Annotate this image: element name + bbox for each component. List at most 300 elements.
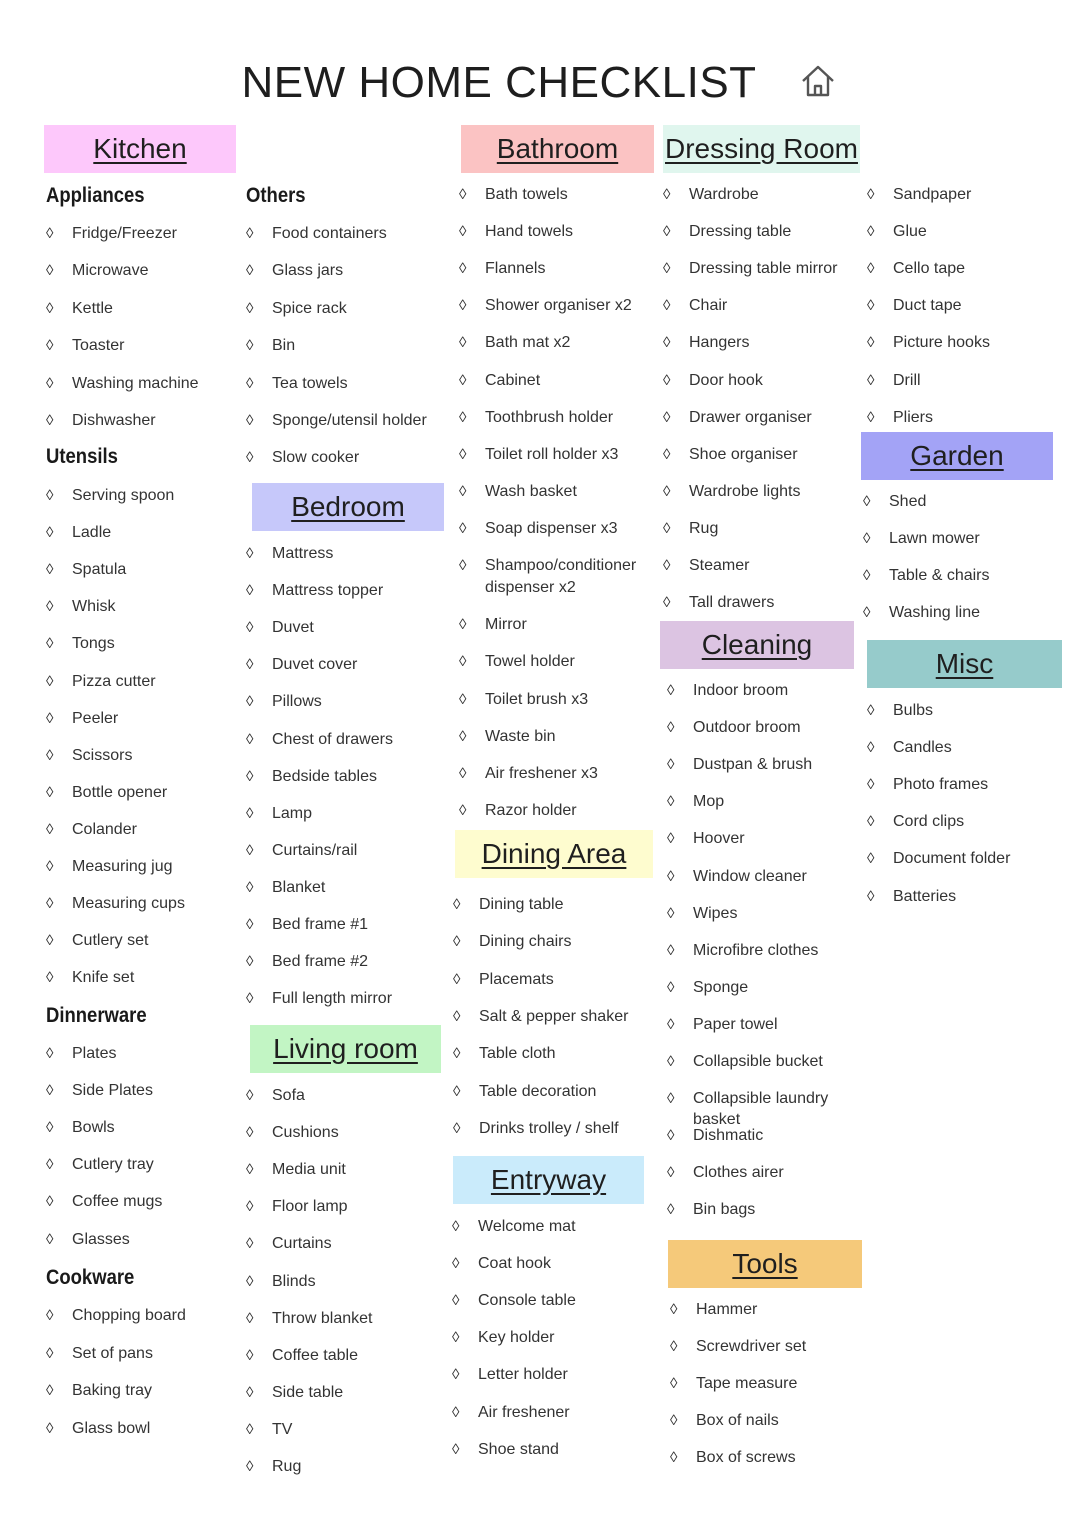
diamond-bullet-icon: ◊ <box>663 297 671 315</box>
list-item <box>246 410 451 431</box>
list-item-label: Measuring cups <box>72 895 185 913</box>
list-item <box>246 914 451 935</box>
list-item <box>452 1216 652 1237</box>
list-item <box>670 1410 865 1431</box>
diamond-bullet-icon: ◊ <box>246 878 254 896</box>
subhead-others: Others <box>246 184 306 207</box>
diamond-bullet-icon: ◊ <box>459 482 467 500</box>
list-item-label: Bin bags <box>693 1201 756 1219</box>
diamond-bullet-icon: ◊ <box>663 482 671 500</box>
list-item <box>46 1380 241 1401</box>
diamond-bullet-icon: ◊ <box>459 223 467 241</box>
section-header-cleaning: Cleaning <box>660 621 854 669</box>
list-item <box>246 988 451 1009</box>
diamond-bullet-icon: ◊ <box>663 557 671 574</box>
section-header-garden: Garden <box>861 432 1053 480</box>
list-item <box>663 370 858 391</box>
diamond-bullet-icon: ◊ <box>863 567 871 585</box>
section-header-tools: Tools <box>668 1240 862 1288</box>
diamond-bullet-icon: ◊ <box>46 487 54 504</box>
diamond-bullet-icon: ◊ <box>663 334 671 352</box>
list-item-label: Picture hooks <box>893 334 990 352</box>
list-item <box>453 1118 653 1139</box>
diamond-bullet-icon: ◊ <box>246 730 254 748</box>
diamond-bullet-icon: ◊ <box>459 408 467 426</box>
list-item <box>246 803 451 824</box>
list-item-label: Batteries <box>893 887 957 905</box>
list-item <box>663 258 858 279</box>
diamond-bullet-icon: ◊ <box>667 756 675 774</box>
diamond-bullet-icon: ◊ <box>453 1045 461 1063</box>
diamond-bullet-icon: ◊ <box>452 1403 460 1421</box>
list-item-label: Fridge/Freezer <box>72 225 177 242</box>
list-item <box>246 1122 451 1143</box>
list-item <box>246 373 451 394</box>
list-item <box>452 1402 652 1423</box>
list-item-label: Knife set <box>72 969 135 987</box>
diamond-bullet-icon: ◊ <box>246 767 254 785</box>
list-item <box>246 543 451 564</box>
list-item-label: Media unit <box>272 1161 346 1179</box>
diamond-bullet-icon: ◊ <box>246 841 254 859</box>
diamond-bullet-icon: ◊ <box>46 1045 54 1062</box>
list-item-label: Rug <box>272 1458 302 1475</box>
list-item-label: Dishmatic <box>693 1127 764 1145</box>
list-item <box>452 1439 652 1460</box>
list-item <box>663 518 858 539</box>
list-item-label: Placemats <box>479 970 554 988</box>
list-item <box>246 1419 451 1440</box>
list-item-label: Sofa <box>272 1087 305 1104</box>
list-item-label: Door hook <box>689 371 763 389</box>
list-item-label: Shampoo/conditioner dispenser x2 <box>485 557 637 596</box>
list-item-label: Colander <box>72 820 137 838</box>
diamond-bullet-icon: ◊ <box>246 1383 254 1401</box>
list-item-label: Welcome mat <box>478 1218 576 1235</box>
list-item-label: Drawer organiser <box>689 408 812 426</box>
section-header-dining-area: Dining Area <box>455 830 653 878</box>
diamond-bullet-icon: ◊ <box>867 186 875 203</box>
diamond-bullet-icon: ◊ <box>46 598 54 616</box>
list-item-label: Toilet brush x3 <box>485 690 589 708</box>
list-item <box>863 491 1058 512</box>
list-item-label: Hammer <box>696 1301 758 1318</box>
list-item <box>670 1299 865 1320</box>
diamond-bullet-icon: ◊ <box>667 867 675 885</box>
list-item <box>246 1456 451 1477</box>
diamond-bullet-icon: ◊ <box>459 260 467 278</box>
list-item-label: Bulbs <box>893 702 934 719</box>
diamond-bullet-icon: ◊ <box>246 412 254 429</box>
list-item <box>46 596 241 617</box>
list-item-label: Bath towels <box>485 186 568 203</box>
diamond-bullet-icon: ◊ <box>46 1082 54 1100</box>
list-item-label: Chair <box>689 297 728 315</box>
section-header-entryway: Entryway <box>453 1156 644 1204</box>
diamond-bullet-icon: ◊ <box>246 299 254 317</box>
diamond-bullet-icon: ◊ <box>246 916 254 933</box>
diamond-bullet-icon: ◊ <box>863 604 871 622</box>
list-item-label: Mirror <box>485 616 527 634</box>
list-item <box>459 295 654 316</box>
list-item-label: Screwdriver set <box>696 1338 807 1356</box>
list-item-label: Outdoor broom <box>693 719 801 737</box>
list-item-label: Coffee table <box>272 1346 358 1364</box>
subhead-dinnerware: Dinnerware <box>46 1004 147 1027</box>
diamond-bullet-icon: ◊ <box>46 820 54 838</box>
diamond-bullet-icon: ◊ <box>46 374 54 392</box>
list-item <box>670 1373 865 1394</box>
list-item <box>867 700 1062 721</box>
diamond-bullet-icon: ◊ <box>667 978 675 996</box>
diamond-bullet-icon: ◊ <box>46 561 54 579</box>
list-item-label: Blanket <box>272 878 326 896</box>
diamond-bullet-icon: ◊ <box>246 1235 254 1253</box>
list-item <box>46 708 241 729</box>
list-item-label: Wash basket <box>485 482 577 500</box>
list-item-label: Hangers <box>689 334 750 352</box>
diamond-bullet-icon: ◊ <box>667 793 675 811</box>
list-item <box>867 221 1062 242</box>
list-item-label: Cord clips <box>893 813 965 831</box>
list-item-label: Microwave <box>72 262 149 280</box>
diamond-bullet-icon: ◊ <box>667 830 675 848</box>
diamond-bullet-icon: ◊ <box>459 519 467 537</box>
list-item-label: Coat hook <box>478 1255 551 1273</box>
diamond-bullet-icon: ◊ <box>867 223 875 241</box>
list-item-label: Shoe stand <box>478 1440 559 1458</box>
list-item-label: Glass jars <box>272 262 344 280</box>
list-item <box>246 951 451 972</box>
list-item <box>246 1345 451 1366</box>
list-item <box>667 717 877 738</box>
list-item-label: Box of screws <box>696 1449 796 1467</box>
diamond-bullet-icon: ◊ <box>246 449 254 467</box>
list-item <box>863 565 1058 586</box>
list-item-label: Console table <box>478 1292 576 1310</box>
diamond-bullet-icon: ◊ <box>663 445 671 463</box>
diamond-bullet-icon: ◊ <box>867 887 875 905</box>
diamond-bullet-icon: ◊ <box>452 1255 460 1273</box>
diamond-bullet-icon: ◊ <box>459 186 467 203</box>
subhead-cookware: Cookware <box>46 1266 135 1289</box>
list-item-label: Lawn mower <box>889 530 980 548</box>
list-item-label: Razor holder <box>485 801 577 819</box>
list-item-label: Hoover <box>693 830 745 848</box>
diamond-bullet-icon: ◊ <box>670 1338 678 1356</box>
list-item <box>246 1271 451 1292</box>
list-item <box>867 886 1062 907</box>
list-item-label: Rug <box>689 519 719 537</box>
diamond-bullet-icon: ◊ <box>867 371 875 389</box>
list-item-label: Letter holder <box>478 1366 568 1384</box>
list-item-label: Pillows <box>272 693 322 711</box>
list-item-label: Serving spoon <box>72 487 175 504</box>
list-item-label: Bowls <box>72 1119 115 1137</box>
list-item <box>459 518 654 539</box>
list-item-label: Document folder <box>893 850 1011 868</box>
list-item <box>46 559 241 580</box>
diamond-bullet-icon: ◊ <box>246 1087 254 1104</box>
list-item-label: Chest of drawers <box>272 730 393 748</box>
list-item-label: Collapsible bucket <box>693 1053 823 1070</box>
list-item <box>46 819 241 840</box>
diamond-bullet-icon: ◊ <box>667 1201 675 1219</box>
diamond-bullet-icon: ◊ <box>453 933 461 951</box>
list-item <box>667 977 877 998</box>
list-item <box>663 481 858 502</box>
diamond-bullet-icon: ◊ <box>46 1419 54 1437</box>
diamond-bullet-icon: ◊ <box>867 334 875 352</box>
list-item-label: Washing machine <box>72 374 199 392</box>
diamond-bullet-icon: ◊ <box>452 1218 460 1235</box>
diamond-bullet-icon: ◊ <box>246 1124 254 1142</box>
list-item <box>867 407 1062 428</box>
diamond-bullet-icon: ◊ <box>670 1301 678 1318</box>
list-item-label: Window cleaner <box>693 867 807 885</box>
list-item-label: Wardrobe lights <box>689 482 801 500</box>
list-item <box>459 370 654 391</box>
list-item <box>667 1125 877 1146</box>
list-item-label: Lamp <box>272 804 313 822</box>
list-item <box>667 1051 877 1072</box>
list-item <box>46 1418 241 1439</box>
list-item <box>46 298 241 319</box>
diamond-bullet-icon: ◊ <box>246 1346 254 1364</box>
diamond-bullet-icon: ◊ <box>663 519 671 537</box>
list-item-label: Towel holder <box>485 653 575 671</box>
list-item <box>246 1233 451 1254</box>
list-item-label: Pliers <box>893 408 934 426</box>
list-item-label: Table decoration <box>479 1082 597 1100</box>
list-item-label: Tongs <box>72 635 115 653</box>
list-item <box>246 1196 451 1217</box>
list-item-label: Dishwasher <box>72 412 156 429</box>
list-item <box>453 969 653 990</box>
diamond-bullet-icon: ◊ <box>46 635 54 653</box>
diamond-bullet-icon: ◊ <box>246 990 254 1008</box>
diamond-bullet-icon: ◊ <box>453 1119 461 1137</box>
list-item <box>46 1154 241 1175</box>
diamond-bullet-icon: ◊ <box>46 1307 54 1324</box>
list-item-label: Flannels <box>485 260 546 278</box>
diamond-bullet-icon: ◊ <box>863 530 871 548</box>
list-item <box>46 856 241 877</box>
subhead-utensils: Utensils <box>46 445 118 468</box>
list-item-label: Box of nails <box>696 1412 779 1430</box>
diamond-bullet-icon: ◊ <box>867 739 875 757</box>
list-item-label: Toaster <box>72 337 125 355</box>
diamond-bullet-icon: ◊ <box>246 1272 254 1290</box>
list-item <box>453 1006 653 1027</box>
list-item <box>453 1043 653 1064</box>
list-item-label: Drill <box>893 371 921 389</box>
list-item <box>867 737 1062 758</box>
list-item <box>867 811 1062 832</box>
list-item-label: Air freshener x3 <box>485 764 598 782</box>
list-item-label: Curtains <box>272 1235 332 1253</box>
list-item <box>246 617 451 638</box>
list-item <box>246 877 451 898</box>
list-item <box>667 1088 877 1130</box>
diamond-bullet-icon: ◊ <box>246 374 254 392</box>
diamond-bullet-icon: ◊ <box>670 1449 678 1467</box>
list-item <box>452 1290 652 1311</box>
diamond-bullet-icon: ◊ <box>46 299 54 317</box>
list-item <box>867 370 1062 391</box>
list-item <box>246 691 451 712</box>
diamond-bullet-icon: ◊ <box>246 337 254 355</box>
list-item-label: Key holder <box>478 1329 555 1347</box>
diamond-bullet-icon: ◊ <box>667 1127 675 1145</box>
list-item <box>246 1308 451 1329</box>
list-item-label: Dining chairs <box>479 933 572 951</box>
list-item <box>246 1159 451 1180</box>
list-item-label: Full length mirror <box>272 990 393 1008</box>
list-item <box>867 774 1062 795</box>
list-item <box>246 1382 451 1403</box>
list-item <box>663 444 858 465</box>
diamond-bullet-icon: ◊ <box>667 1164 675 1182</box>
diamond-bullet-icon: ◊ <box>453 970 461 988</box>
list-item <box>452 1364 652 1385</box>
list-item-label: Bin <box>272 337 296 355</box>
list-item-label: Tape measure <box>696 1375 798 1393</box>
list-item-label: Coffee mugs <box>72 1193 163 1211</box>
list-item <box>459 726 654 747</box>
diamond-bullet-icon: ◊ <box>663 260 671 278</box>
diamond-bullet-icon: ◊ <box>667 941 675 959</box>
list-item <box>246 447 451 468</box>
list-item <box>452 1253 652 1274</box>
section-header-dressing-room: Dressing Room <box>663 125 860 173</box>
diamond-bullet-icon: ◊ <box>867 297 875 315</box>
list-item-label: Glue <box>893 223 927 241</box>
list-item-label: Toothbrush holder <box>485 408 614 426</box>
list-item-label: Table & chairs <box>889 567 990 585</box>
list-item <box>667 1014 877 1035</box>
list-item <box>46 1080 241 1101</box>
diamond-bullet-icon: ◊ <box>667 1053 675 1070</box>
list-item-label: Dustpan & brush <box>693 756 813 774</box>
list-item <box>459 407 654 428</box>
list-item <box>46 1305 241 1326</box>
section-header-misc: Misc <box>867 640 1062 688</box>
list-item <box>459 651 654 672</box>
list-item-label: Mattress topper <box>272 582 384 600</box>
list-item <box>46 373 241 394</box>
list-item <box>246 335 451 356</box>
diamond-bullet-icon: ◊ <box>459 616 467 634</box>
diamond-bullet-icon: ◊ <box>46 225 54 242</box>
list-item-label: Bed frame #2 <box>272 953 369 971</box>
list-item-label: Collapsible laundry basket <box>693 1090 829 1129</box>
list-item-label: Chopping board <box>72 1307 186 1324</box>
diamond-bullet-icon: ◊ <box>46 337 54 355</box>
list-item <box>667 791 877 812</box>
diamond-bullet-icon: ◊ <box>459 727 467 745</box>
diamond-bullet-icon: ◊ <box>246 1309 254 1327</box>
list-item <box>667 866 877 887</box>
list-item-label: Shed <box>889 493 927 510</box>
list-item-label: Cello tape <box>893 260 966 278</box>
list-item <box>663 407 858 428</box>
diamond-bullet-icon: ◊ <box>667 682 675 699</box>
list-item-label: Slow cooker <box>272 449 360 467</box>
list-item-label: Dressing table mirror <box>689 260 838 278</box>
diamond-bullet-icon: ◊ <box>867 850 875 868</box>
list-item <box>46 410 241 431</box>
diamond-bullet-icon: ◊ <box>452 1440 460 1458</box>
list-item-label: Duvet cover <box>272 656 358 674</box>
diamond-bullet-icon: ◊ <box>46 858 54 875</box>
list-item-label: Washing line <box>889 604 981 622</box>
list-item <box>670 1447 865 1468</box>
diamond-bullet-icon: ◊ <box>663 186 671 203</box>
list-item <box>246 654 451 675</box>
list-item <box>663 332 858 353</box>
list-item <box>459 332 654 353</box>
diamond-bullet-icon: ◊ <box>452 1366 460 1384</box>
list-item <box>459 800 654 821</box>
list-item <box>46 967 241 988</box>
list-item <box>453 894 653 915</box>
list-item <box>459 481 654 502</box>
list-item <box>452 1327 652 1348</box>
diamond-bullet-icon: ◊ <box>867 813 875 831</box>
list-item <box>663 555 858 576</box>
diamond-bullet-icon: ◊ <box>459 764 467 782</box>
subhead-appliances: Appliances <box>46 184 145 207</box>
list-item <box>663 221 858 242</box>
diamond-bullet-icon: ◊ <box>663 371 671 389</box>
list-item <box>246 766 451 787</box>
list-item-label: Blinds <box>272 1272 316 1290</box>
list-item <box>867 258 1062 279</box>
diamond-bullet-icon: ◊ <box>663 594 671 612</box>
list-item <box>667 903 877 924</box>
list-item-label: Food containers <box>272 225 387 242</box>
diamond-bullet-icon: ◊ <box>670 1375 678 1393</box>
diamond-bullet-icon: ◊ <box>453 1007 461 1025</box>
list-item-label: Sponge <box>693 978 749 996</box>
list-item <box>663 184 858 205</box>
list-item <box>667 754 877 775</box>
list-item-label: Duct tape <box>893 297 962 315</box>
diamond-bullet-icon: ◊ <box>46 783 54 801</box>
list-item-label: Shoe organiser <box>689 445 798 463</box>
diamond-bullet-icon: ◊ <box>246 656 254 674</box>
list-item-label: Spice rack <box>272 299 347 317</box>
diamond-bullet-icon: ◊ <box>246 619 254 637</box>
list-item <box>459 689 654 710</box>
list-item-label: Side table <box>272 1383 344 1401</box>
list-item-label: TV <box>272 1420 293 1438</box>
diamond-bullet-icon: ◊ <box>867 702 875 719</box>
diamond-bullet-icon: ◊ <box>459 653 467 671</box>
diamond-bullet-icon: ◊ <box>46 1156 54 1174</box>
list-item <box>246 729 451 750</box>
list-item <box>663 295 858 316</box>
diamond-bullet-icon: ◊ <box>46 1382 54 1400</box>
list-item <box>46 893 241 914</box>
diamond-bullet-icon: ◊ <box>46 932 54 950</box>
diamond-bullet-icon: ◊ <box>459 557 467 574</box>
list-item <box>667 828 877 849</box>
list-item <box>667 1162 877 1183</box>
list-item <box>246 840 451 861</box>
list-item-label: Candles <box>893 739 952 757</box>
